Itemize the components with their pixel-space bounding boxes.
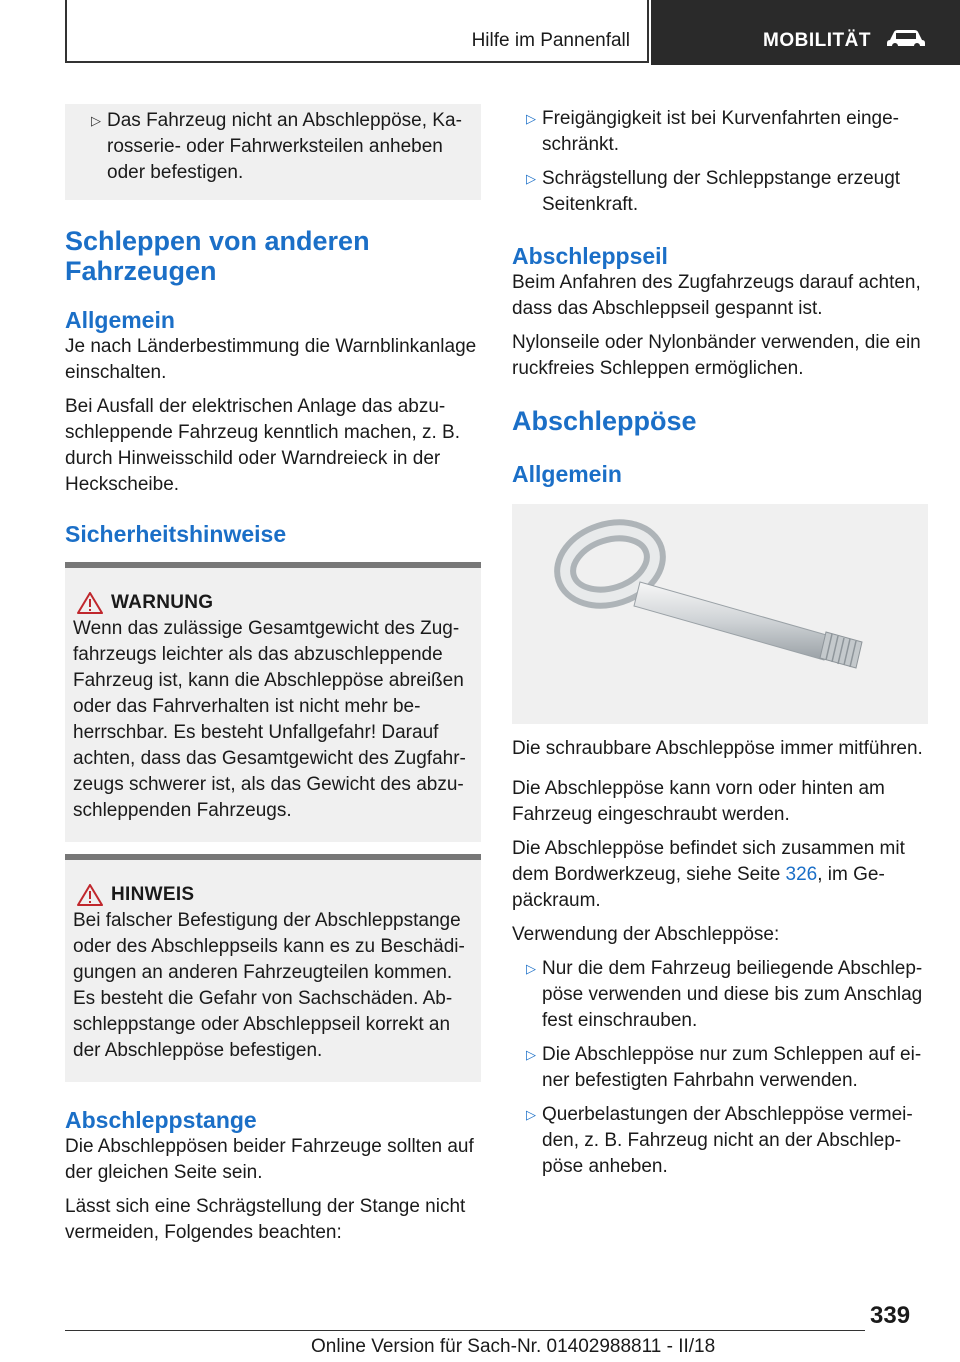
header-chapter-label: MOBILITÄT bbox=[763, 30, 871, 51]
list-item bbox=[512, 106, 928, 158]
footer-version-text: Online Version für Sach-Nr. 01402988811 - II/18 bbox=[311, 1336, 716, 1357]
warning-box bbox=[65, 562, 481, 842]
paragraph: Lässt sich eine Schrägstellung der Stange nicht vermeiden, Folgendes beachten: bbox=[65, 1196, 466, 1243]
list-item-text: Querbelastungen der Abschleppöse vermeiden, z. B. Fahrzeug nicht an der Abschleppöse anheben. bbox=[542, 1104, 913, 1177]
paragraph-text: , im Gepäckraum. bbox=[512, 864, 885, 911]
paragraph: Bei Ausfall der elektrischen Anlage das abzuschleppende Fahrzeug kenntlich machen, z. B. durch Hinweisschild oder Warndreieck in der Heckscheibe. bbox=[65, 396, 461, 495]
car-icon bbox=[884, 28, 928, 50]
continued-bullet-box bbox=[65, 104, 481, 200]
paragraph-text: Die Abschleppöse befindet sich zusammen mit dem Bordwerkzeug, siehe Seite bbox=[512, 838, 905, 885]
header-section-title: Hilfe im Pannenfall bbox=[471, 30, 630, 51]
heading-towing-other-vehicles: Schleppen von anderen Fahrzeugen bbox=[65, 226, 370, 286]
list-item bbox=[512, 956, 928, 1034]
list-item bbox=[512, 1102, 928, 1180]
heading-tow-bar: Abschleppstange bbox=[65, 1107, 257, 1133]
warning-triangle-icon bbox=[77, 592, 103, 614]
left-column bbox=[65, 104, 481, 1246]
paragraph: Beim Anfahren des Zugfahrzeugs darauf achten, dass das Abschleppseil gespannt ist. bbox=[512, 272, 921, 319]
heading-tow-rope: Abschleppseil bbox=[512, 243, 668, 269]
list-item-text: Freigängigkeit ist bei Kurvenfahrten eingeschränkt. bbox=[542, 108, 899, 155]
triangle-bullet-icon: ▷ bbox=[526, 1047, 536, 1062]
page-number: 339 bbox=[870, 1302, 911, 1329]
list-item-text: Die Abschleppöse nur zum Schleppen auf einer befestigten Fahrbahn verwenden. bbox=[542, 1044, 922, 1091]
notice-title bbox=[73, 882, 471, 908]
notice-box bbox=[65, 854, 481, 1082]
heading-general: Allgemein bbox=[512, 461, 622, 487]
right-column bbox=[512, 104, 928, 1180]
list-item-text: Schrägstellung der Schleppstange erzeugt Seitenkraft. bbox=[542, 168, 901, 215]
warning-triangle-icon bbox=[77, 884, 103, 906]
heading-general: Allgemein bbox=[65, 307, 175, 333]
triangle-bullet-icon: ▷ bbox=[526, 961, 536, 976]
page-reference-link[interactable]: 326 bbox=[785, 864, 818, 885]
paragraph: Je nach Länderbestimmung die Warnblinkanlage einschalten. bbox=[65, 336, 477, 383]
paragraph: Die Abschleppösen beider Fahrzeuge sollten auf der gleichen Seite sein. bbox=[65, 1136, 474, 1183]
triangle-bullet-icon: ▷ bbox=[91, 113, 101, 128]
list-item bbox=[77, 108, 465, 186]
warning-text: Wenn das zulässige Gesamtgewicht des Zugfahrzeugs leichter als das abzuschleppende Fahrzeug ist, kann die Abschleppöse abreißen oder das Fahrverhalten ist nicht mehr beherrschbar. Es besteht Unfallgefahr! Darauf achten, dass das Gesamtgewicht des Zugfahrzeugs schwerer ist, als das Gewicht des abzuschleppenden Fahrzeugs. bbox=[73, 618, 466, 821]
paragraph: Verwendung der Abschleppöse: bbox=[512, 924, 780, 945]
paragraph-with-page-link bbox=[512, 836, 928, 914]
triangle-bullet-icon: ▷ bbox=[526, 171, 536, 186]
figure-caption: Die schraubbare Abschleppöse immer mitführen. bbox=[512, 738, 923, 759]
notice-title-label: HINWEIS bbox=[111, 884, 195, 905]
triangle-bullet-icon: ▷ bbox=[526, 1107, 536, 1122]
heading-safety-notes: Sicherheitshinweise bbox=[65, 521, 287, 547]
list-item-text: Nur die dem Fahrzeug beiliegende Abschleppöse verwenden und diese bis zum Anschlag fest einschrauben. bbox=[542, 958, 923, 1031]
list-item-text: Das Fahrzeug nicht an Abschleppöse, Karosserie- oder Fahrwerksteilen anheben oder befestigen. bbox=[107, 110, 462, 183]
paragraph: Nylonseile oder Nylonbänder verwenden, die ein ruckfreies Schleppen ermöglichen. bbox=[512, 332, 921, 379]
tow-eye-figure bbox=[512, 504, 928, 724]
header-chapter-tab[interactable] bbox=[651, 0, 960, 65]
list-item bbox=[512, 166, 928, 218]
warning-title-label: WARNUNG bbox=[111, 592, 214, 613]
notice-text: Bei falscher Befestigung der Abschleppstange oder des Abschleppseils kann es zu Beschädigungen an anderen Fahrzeugteilen kommen. Es besteht die Gefahr von Sachschäden. Abschleppstange oder Abschleppseil korrekt an der Abschleppöse befestigen. bbox=[73, 910, 465, 1061]
list-item bbox=[512, 1042, 928, 1094]
tow-eye-illustration bbox=[512, 504, 928, 724]
warning-title bbox=[73, 590, 471, 616]
footer-divider bbox=[65, 1330, 865, 1331]
heading-tow-eye: Abschleppöse bbox=[512, 406, 697, 436]
paragraph: Die Abschleppöse kann vorn oder hinten am Fahrzeug eingeschraubt werden. bbox=[512, 778, 885, 825]
triangle-bullet-icon: ▷ bbox=[526, 111, 536, 126]
